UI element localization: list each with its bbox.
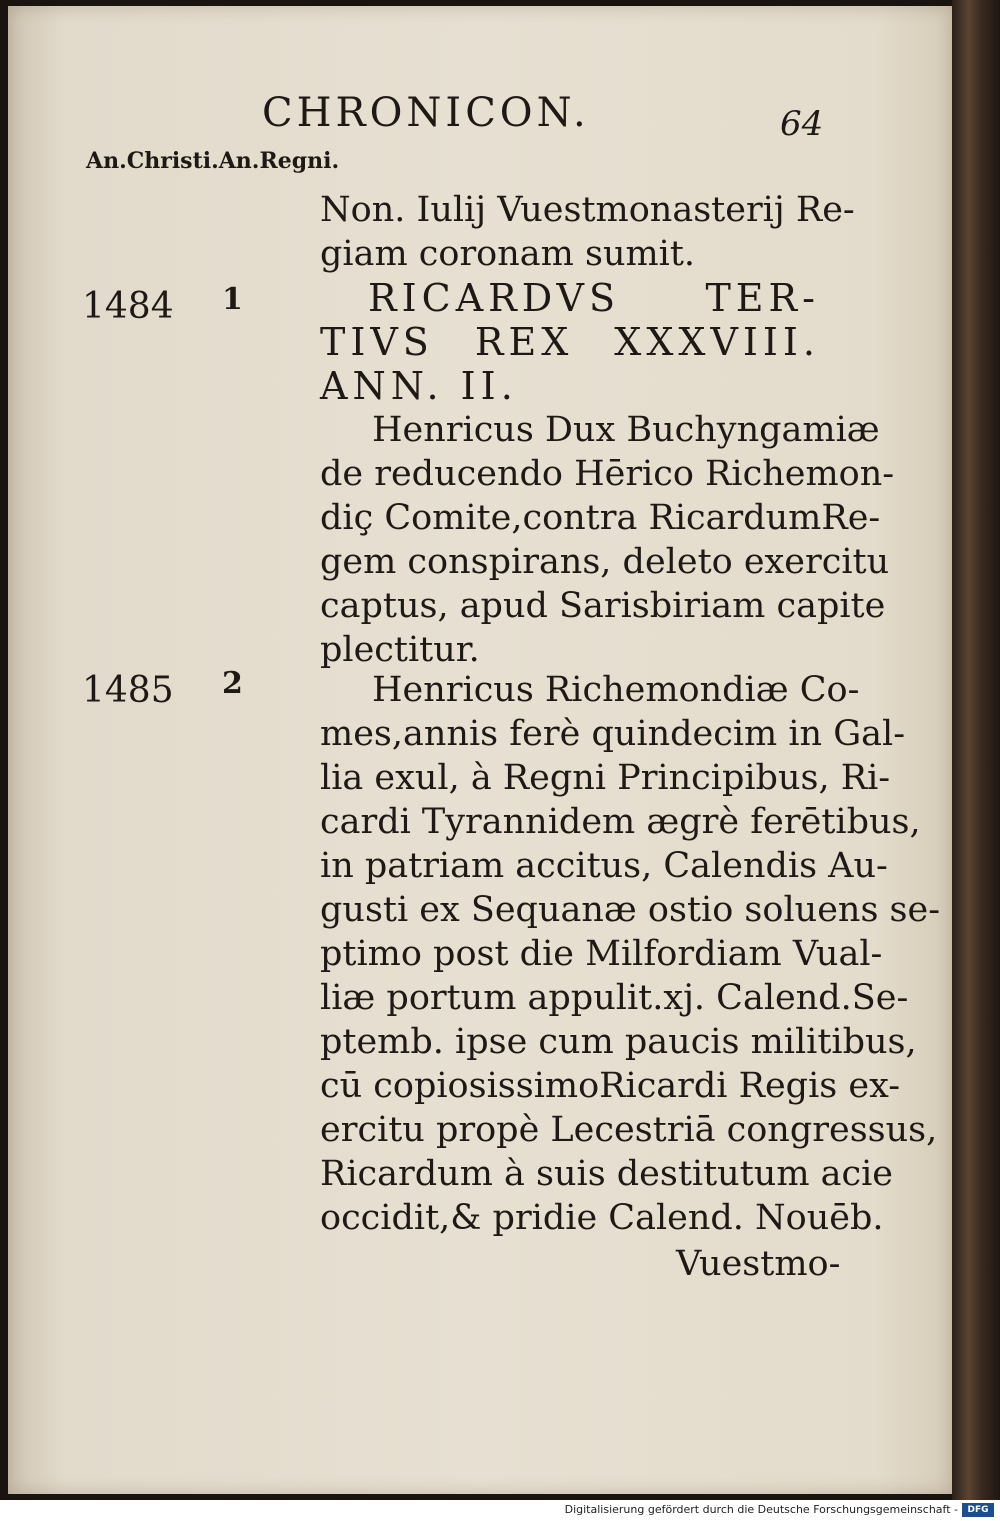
text-line: captus, apud Sarisbiriam capite — [320, 586, 886, 626]
text-line: gusti ex Sequanæ ostio soluens se- — [320, 890, 941, 930]
text-line: cardi Tyrannidem ægrè ferētibus, — [320, 802, 921, 842]
section-heading-line: TIVS REX XXXVIII. — [320, 320, 820, 364]
text-line: ptemb. ipse cum paucis militibus, — [320, 1022, 917, 1062]
funding-credit: Digitalisierung gefördert durch die Deutsche Forschungsgemeinschaft - — [564, 1503, 958, 1516]
text-line: ercitu propè Lecestriā congressus, — [320, 1110, 938, 1150]
text-line: cū copiosissimoRicardi Regis ex- — [320, 1066, 901, 1106]
running-title: CHRONICON. — [262, 90, 590, 136]
margin-reign-year: 1 — [222, 282, 243, 317]
text-line: plectitur. — [320, 630, 480, 670]
text-line: Non. Iulij Vuestmonasterij Re- — [320, 190, 855, 230]
page-number: 64 — [780, 104, 824, 144]
section-heading-line: RICARDVS TER- — [368, 276, 820, 320]
book-edge — [952, 0, 1000, 1500]
text-line: mes,annis ferè quindecim in Gal- — [320, 714, 906, 754]
text-line: de reducendo Hērico Richemon- — [320, 454, 895, 494]
column-headings: An.Christi.An.Regni. — [86, 148, 340, 174]
text-line: occidit,& pridie Calend. Nouēb. — [320, 1198, 884, 1238]
text-line: Henricus Dux Buchyngamiæ — [372, 410, 880, 450]
text-line: ptimo post die Milfordiam Vual- — [320, 934, 883, 974]
catchword: Vuestmo- — [676, 1244, 841, 1284]
text-line: liæ portum appulit.xj. Calend.Se- — [320, 978, 909, 1018]
text-line: in patriam accitus, Calendis Au- — [320, 846, 888, 886]
section-heading-line: ANN. II. — [320, 364, 518, 408]
dfg-logo: DFG — [962, 1503, 994, 1517]
text-line: gem conspirans, deleto exercitu — [320, 542, 890, 582]
text-line: lia exul, à Regni Principibus, Ri- — [320, 758, 891, 798]
margin-year: 1484 — [82, 286, 174, 327]
margin-year: 1485 — [82, 670, 174, 711]
margin-reign-year: 2 — [222, 666, 243, 701]
text-line: diç Comite,contra RicardumRe- — [320, 498, 881, 538]
text-line: giam coronam sumit. — [320, 234, 696, 274]
text-line: Henricus Richemondiæ Co- — [372, 670, 860, 710]
footer-bar — [0, 1500, 1000, 1521]
text-line: Ricardum à suis destitutum acie — [320, 1154, 894, 1194]
